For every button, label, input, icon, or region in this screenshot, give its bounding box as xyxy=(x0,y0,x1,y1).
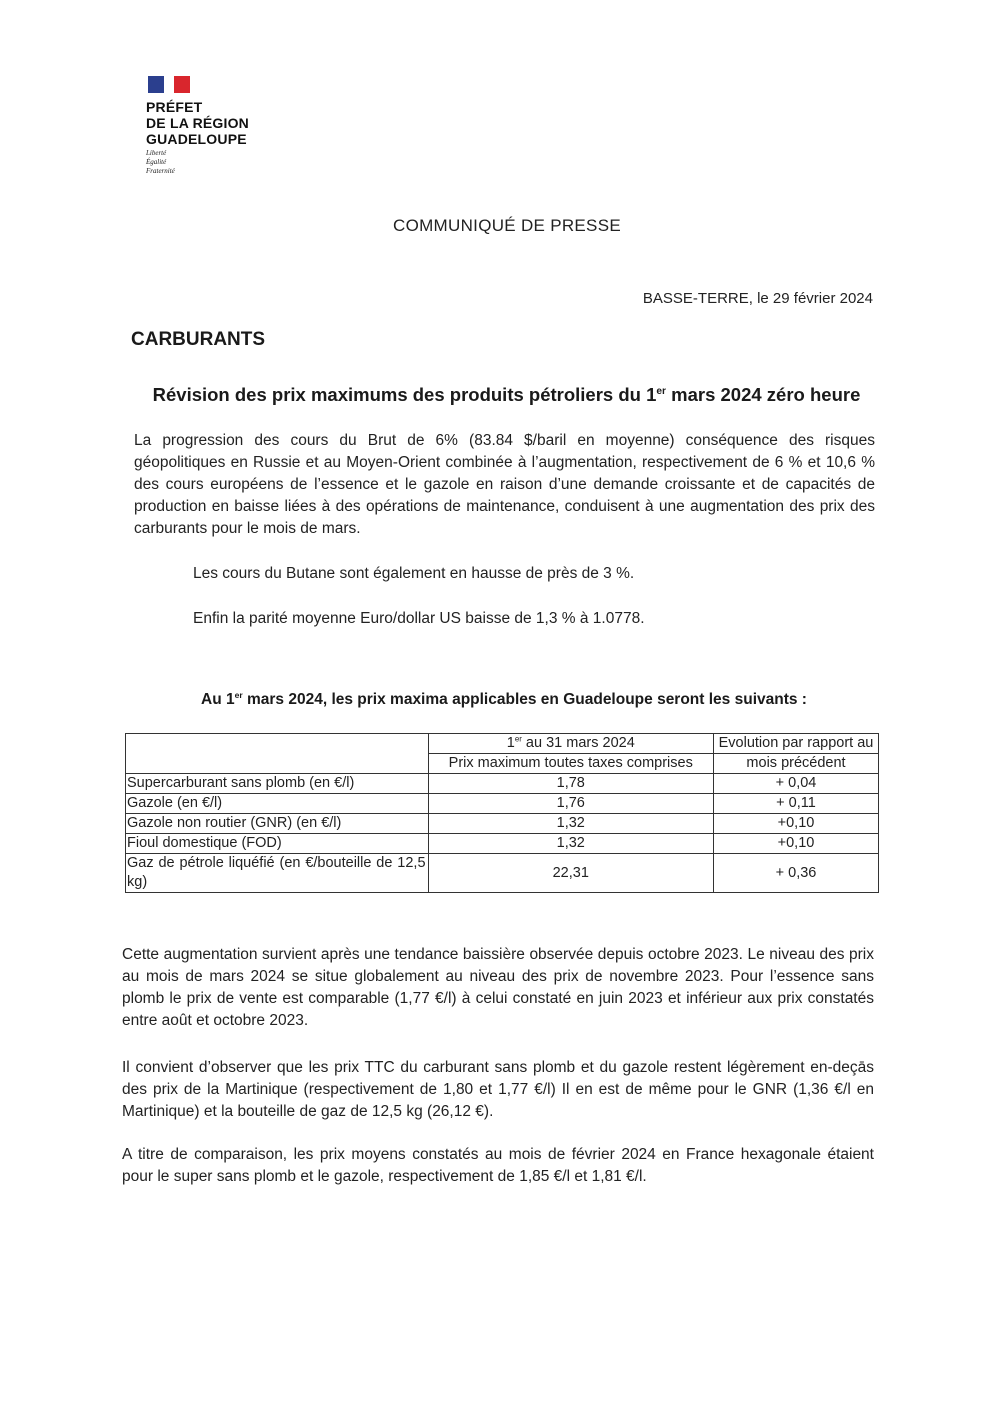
table-row xyxy=(126,814,879,834)
intro-paragraph: La progression des cours du Brut de 6% (83.84 $/baril en moyenne) conséquence des risques géopolitiques en Russie et au Moyen-Orient combinée à l’augmentation, respectivement de 6 % et 10,6 % des cours européens de l’essence et le gazole en raison d’une demande croissante et de capacités de production en baisse liées à des opérations de maintenance, conduisent à une augmentation des prix des carburants pour le mois de mars. xyxy=(134,432,875,537)
logo-line: DE LA RÉGION xyxy=(146,115,249,131)
price-cell: 1,32 xyxy=(428,834,713,854)
headline-sup: er xyxy=(656,385,666,397)
french-flag-icon xyxy=(148,76,190,93)
evolution-cell: +0,10 xyxy=(714,834,879,854)
motto-line: Liberté xyxy=(146,149,167,157)
table-title-sup: er xyxy=(234,690,243,701)
logo-line: PRÉFET xyxy=(146,99,203,115)
logo-title xyxy=(146,99,249,147)
table-title-text-end: mars 2024, les prix maxima applicables en Guadeloupe seront les suivants : xyxy=(242,691,807,708)
logo-motto xyxy=(146,149,249,176)
product-cell: Gazole (en €/l) xyxy=(126,794,429,814)
evolution-cell: + 0,04 xyxy=(714,774,879,794)
section-title: CARBURANTS xyxy=(131,329,266,350)
table-row xyxy=(126,854,879,893)
evolution-cell: +0,10 xyxy=(714,814,879,834)
header-empty-cell xyxy=(126,734,429,774)
header-period: 1er au 31 mars 2024 xyxy=(428,734,713,754)
table-title xyxy=(0,691,993,709)
paragraph-comparison: A titre de comparaison, les prix moyens constatés au mois de février 2024 en France hexagonale étaient pour le super sans plomb et le gazole, respectivement de 1,85 €/l et 1,81 €/l. xyxy=(122,1146,874,1185)
price-cell: 1,32 xyxy=(428,814,713,834)
logo-line: GUADELOUPE xyxy=(146,131,247,147)
butane-paragraph: Les cours du Butane sont également en hausse de près de 3 %. xyxy=(193,565,635,582)
motto-line: Égalité xyxy=(146,158,167,166)
table-title-text: Au 1 xyxy=(201,691,235,708)
paragraph-martinique: Il convient d’observer que les prix TTC du carburant sans plomb et du gazole restent légèrement en-deçās des prix de la Martinique (respectivement de 1,80 et 1,77 €/l) Il en est de même pour le GNR (1,36 €/l en Martinique) et la bouteille de gaz de 12,5 kg (26,12 €). xyxy=(122,1059,874,1120)
dateline: BASSE-TERRE, le 29 février 2024 xyxy=(642,290,873,307)
parity-paragraph: Enfin la parité moyenne Euro/dollar US baisse de 1,3 % à 1.0778. xyxy=(193,610,645,627)
press-release-label: COMMUNIQUÉ DE PRESSE xyxy=(393,216,621,235)
price-cell: 1,78 xyxy=(428,774,713,794)
product-cell: Supercarburant sans plomb (en €/l) xyxy=(126,774,429,794)
evolution-cell: + 0,36 xyxy=(714,854,879,893)
paragraph-trend: Cette augmentation survient après une tendance baissière observée depuis octobre 2023. Le niveau des prix au mois de mars 2024 se situe globalement au niveau des prix de novembre 2023. Pour l’essence sans plomb le prix de vente est comparable (1,77 €/l) à celui constaté en juin 2023 et inférieur aux prix constatés entre août et octobre 2023. xyxy=(122,946,874,1029)
table-row xyxy=(126,774,879,794)
header-evolution-2: mois précédent xyxy=(714,754,879,774)
table-row xyxy=(126,834,879,854)
table-row xyxy=(126,794,879,814)
evolution-cell: + 0,11 xyxy=(714,794,879,814)
headline-text: Révision des prix maximums des produits pétroliers du 1 xyxy=(152,384,657,405)
headline-text-end: mars 2024 zéro heure xyxy=(666,384,861,405)
product-cell: Gaz de pétrole liquéfié (en €/bouteille de 12,5 kg) xyxy=(126,854,429,893)
table-header-row xyxy=(126,734,879,754)
header-price: Prix maximum toutes taxes comprises xyxy=(428,754,713,774)
price-table xyxy=(125,733,879,893)
headline xyxy=(0,384,993,406)
product-cell: Fioul domestique (FOD) xyxy=(126,834,429,854)
product-cell: Gazole non routier (GNR) (en €/l) xyxy=(126,814,429,834)
motto-line: Fraternité xyxy=(146,167,175,175)
price-cell: 1,76 xyxy=(428,794,713,814)
prefecture-logo xyxy=(146,76,249,176)
header-evolution-1: Evolution par rapport au xyxy=(714,734,879,754)
price-cell: 22,31 xyxy=(428,854,713,893)
